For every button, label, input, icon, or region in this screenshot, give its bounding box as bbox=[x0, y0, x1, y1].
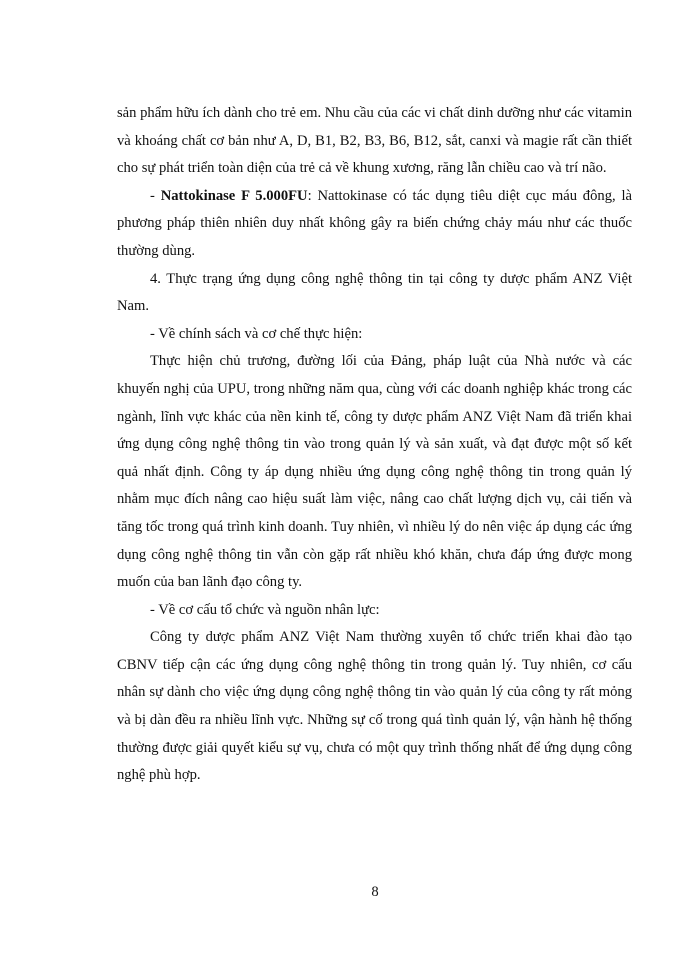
paragraph-policy: Thực hiện chủ trương, đường lối của Đảng, pháp luật của Nhà nước và các khuyến nghị của UPU, trong những năm qua, cùng với các doanh nghiệp khác trong các ngành, lĩnh vực khác của nền kinh tế, công ty dược phẩm ANZ Việt Nam đã triển khai ứng dụng công nghệ thông tin vào trong quản lý và sản xuất, và đạt được một số kết quả nhất định. Công ty áp dụng nhiều ứng dụng công nghệ thông tin trong quản lý nhằm mục đích nâng cao hiệu suất làm việc, nâng cao chất lượng dịch vụ, cải tiến và tăng tốc trong quá trình kinh doanh. Tuy nhiên, vì nhiều lý do nên việc áp dụng các ứng dụng công nghệ thông tin vẫn còn gặp rất nhiều khó khăn, chưa đáp ứng được mong muốn của ban lãnh đạo công ty. bbox=[117, 353, 632, 591]
paragraph-organization: Công ty dược phẩm ANZ Việt Nam thường xuyên tổ chức triển khai đào tạo CBNV tiếp cận các ứng dụng công nghệ thông tin trong quản lý. Tuy nhiên, cơ cấu nhân sự dành cho việc ứng dụng công nghệ thông tin vào quản lý của công ty rất mỏng và bị dàn đều ra nhiều lĩnh vực. Những sự cố trong quá tình quản lý, vận hành hệ thống thường được giải quyết kiểu sự vụ, chưa có một quy trình thống nhất để ứng dụng công nghệ phù hợp. bbox=[117, 629, 632, 784]
bullet-dash: - bbox=[150, 187, 161, 204]
paragraph-nattokinase bbox=[117, 183, 632, 266]
subheading-policy: - Về chính sách và cơ chế thực hiện: bbox=[150, 325, 363, 342]
product-name-nattokinase: Nattokinase F 5.000FU bbox=[160, 187, 308, 204]
paragraph-nutrition: sản phẩm hữu ích dành cho trẻ em. Nhu cầu của các vi chất dinh dưỡng như các vitamin và khoáng chất cơ bản như A, D, B1, B2, B3, B6, B12, sắt, canxi và magie rất cần thiết cho sự phát triển toàn diện của trẻ cả về khung xương, răng lẫn chiều cao và trí não. bbox=[117, 105, 632, 177]
nattokinase-description: : Nattokinase có tác dụng tiêu diệt cục máu đông, là phương pháp thiên nhiên duy nhất không gây ra biến chứng chảy máu như các thuốc thường dùng. bbox=[117, 187, 632, 259]
subheading-organization: - Về cơ cấu tổ chức và nguồn nhân lực: bbox=[150, 601, 380, 618]
section-heading-it-status: 4. Thực trạng ứng dụng công nghệ thông tin tại công ty dược phẩm ANZ Việt Nam. bbox=[117, 270, 632, 315]
page-number: 8 bbox=[371, 884, 379, 900]
document-body bbox=[117, 100, 632, 790]
